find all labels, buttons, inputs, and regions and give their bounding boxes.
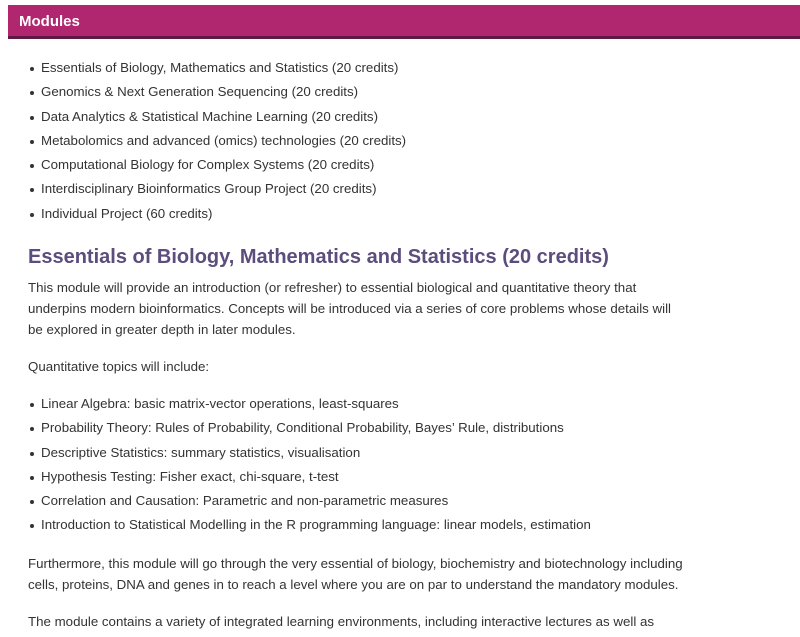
topic-item: Linear Algebra: basic matrix-vector operations, least-squares xyxy=(28,392,591,416)
module-item: Genomics & Next Generation Sequencing (20 credits) xyxy=(28,80,406,104)
module-item: Essentials of Biology, Mathematics and Statistics (20 credits) xyxy=(28,56,406,80)
furthermore-paragraph: Furthermore, this module will go through the very essential of biology, biochemistry and biotechnology including cells, proteins, DNA and genes in to reach a level where you are on par to understand the mandatory modules. xyxy=(28,556,683,592)
module-item: Metabolomics and advanced (omics) technologies (20 credits) xyxy=(28,129,406,153)
module-item: Computational Biology for Complex Systems (20 credits) xyxy=(28,153,406,177)
modules-list xyxy=(28,56,406,226)
module-item: Individual Project (60 credits) xyxy=(28,202,406,226)
topics-label: Quantitative topics will include: xyxy=(28,359,210,374)
topic-item: Probability Theory: Rules of Probability, Conditional Probability, Bayes’ Rule, distributions xyxy=(28,416,591,440)
topic-item: Hypothesis Testing: Fisher exact, chi-square, t-test xyxy=(28,465,591,489)
intro-paragraph: This module will provide an introduction (or refresher) to essential biological and quantitative theory that underpins modern bioinformatics. Concepts will be introduced via a series of core problems whose details will be explored in greater depth in later modules. xyxy=(28,280,671,337)
topic-item: Correlation and Causation: Parametric and non-parametric measures xyxy=(28,489,591,513)
modules-header-title: Modules xyxy=(19,13,80,30)
module-item: Interdisciplinary Bioinformatics Group Project (20 credits) xyxy=(28,177,406,201)
learning-environment-paragraph: The module contains a variety of integrated learning environments, including interactive lectures as well as xyxy=(28,614,655,629)
modules-header-bar xyxy=(8,5,800,39)
topic-item: Descriptive Statistics: summary statistics, visualisation xyxy=(28,441,591,465)
module-item: Data Analytics & Statistical Machine Learning (20 credits) xyxy=(28,105,406,129)
topic-item: Introduction to Statistical Modelling in the R programming language: linear models, estimation xyxy=(28,513,591,537)
topics-list xyxy=(28,392,591,538)
section-heading: Essentials of Biology, Mathematics and Statistics (20 credits) xyxy=(28,246,609,268)
